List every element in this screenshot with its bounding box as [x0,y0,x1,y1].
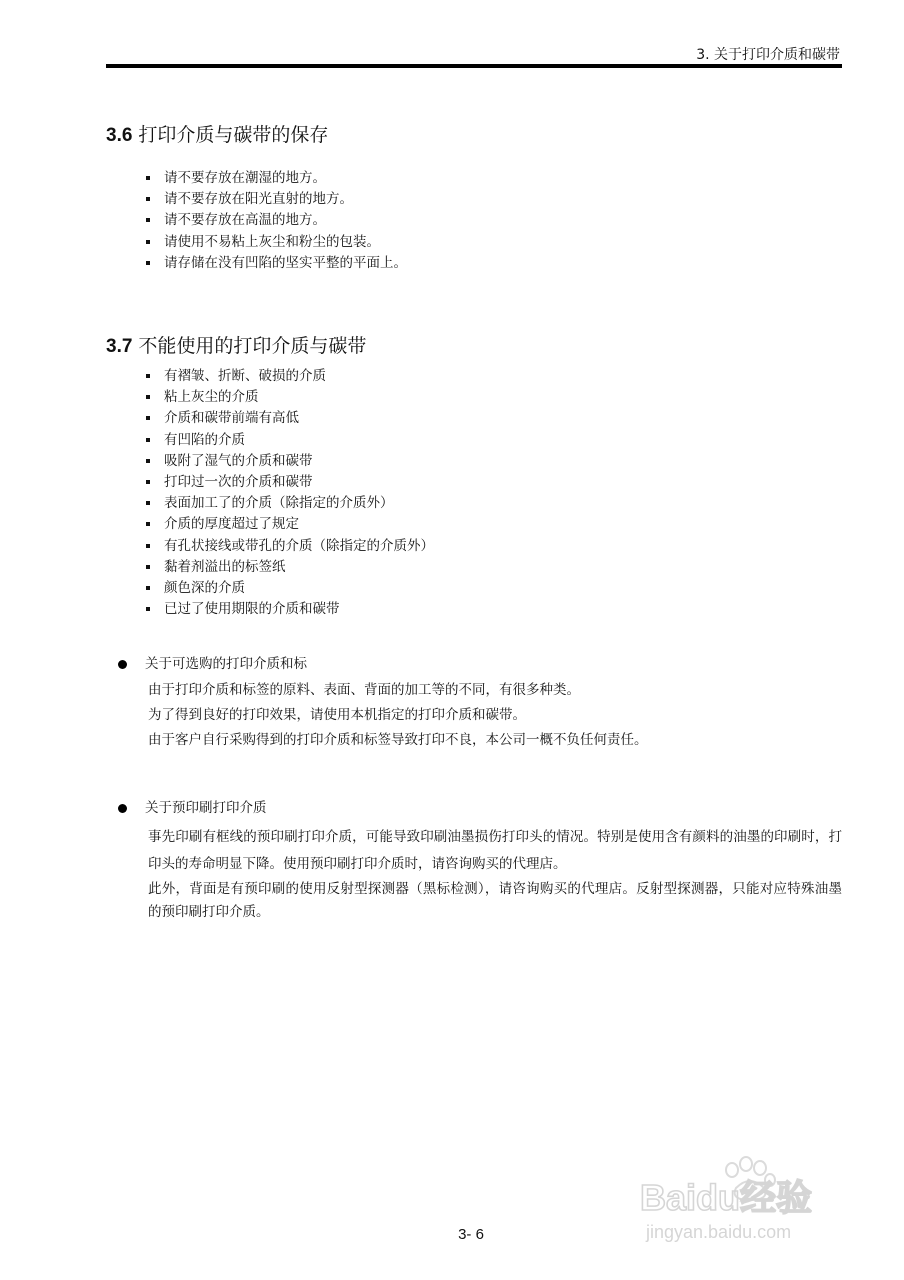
section-number: 3.6 [106,125,133,146]
header-divider [106,64,842,68]
bullet-dot-icon [118,660,127,669]
list-item: 表面加工了的介质（除指定的介质外） [144,493,434,514]
list-item: 请不要存放在阳光直射的地方。 [144,189,407,210]
optional-media-note [118,654,842,753]
note-paragraph: 事先印刷有框线的预印刷打印介质，可能导致印刷油墨损伤打印头的情况。特别是使用含有颜料的油墨的印刷时，打印头的寿命明显下降。使用预印刷打印介质时，请咨询购买的代理店。 [148,829,842,872]
list-item: 有褶皱、折断、破损的介质 [144,366,434,387]
list-item: 介质和碳带前端有高低 [144,408,434,429]
section-heading-3-6 [106,120,328,147]
watermark-url: jingyan.baidu.com [646,1222,792,1242]
bullet-dot-icon [118,804,127,813]
section-title: 不能使用的打印介质与碳带 [138,335,367,357]
note-paragraph: 由于打印介质和标签的原料、表面、背面的加工等的不同，有很多种类。 [148,682,580,698]
page-number: 3- 6 [458,1226,484,1243]
storage-list [144,168,407,274]
list-item: 打印过一次的介质和碳带 [144,472,434,493]
watermark-brand: Baidu经验 [640,1177,813,1218]
list-item: 请存储在没有凹陷的坚实平整的平面上。 [144,253,407,274]
section-title: 打印介质与碳带的保存 [138,124,329,146]
list-item: 请不要存放在潮湿的地方。 [144,168,407,189]
chapter-header-title: 3. 关于打印介质和碳带 [696,47,840,63]
note-title: 关于预印刷打印介质 [145,800,267,816]
section-heading-3-7 [106,331,366,358]
unusable-media-list [144,366,434,620]
note-title: 关于可选购的打印介质和标 [145,656,307,672]
note-paragraph: 由于客户自行采购得到的打印介质和标签导致打印不良，本公司一概不负任何责任。 [148,732,648,748]
list-item: 请不要存放在高温的地方。 [144,210,407,231]
list-item: 介质的厚度超过了规定 [144,514,434,535]
list-item: 黏着剂溢出的标签纸 [144,557,434,578]
list-item: 有凹陷的介质 [144,430,434,451]
list-item: 请使用不易粘上灰尘和粉尘的包装。 [144,232,407,253]
section-number: 3.7 [106,336,133,357]
list-item: 有孔状接线或带孔的介质（除指定的介质外） [144,536,434,557]
preprinted-media-note [118,798,842,924]
list-item: 已过了使用期限的介质和碳带 [144,599,434,620]
note-paragraph: 此外，背面是有预印刷的使用反射型探测器（黑标检测），请咨询购买的代理店。反射型探测器，只能对应特殊油墨的预印刷打印介质。 [148,881,842,920]
list-item: 粘上灰尘的介质 [144,387,434,408]
list-item: 吸附了湿气的介质和碳带 [144,451,434,472]
note-paragraph: 为了得到良好的打印效果，请使用本机指定的打印介质和碳带。 [148,707,526,723]
list-item: 颜色深的介质 [144,578,434,599]
